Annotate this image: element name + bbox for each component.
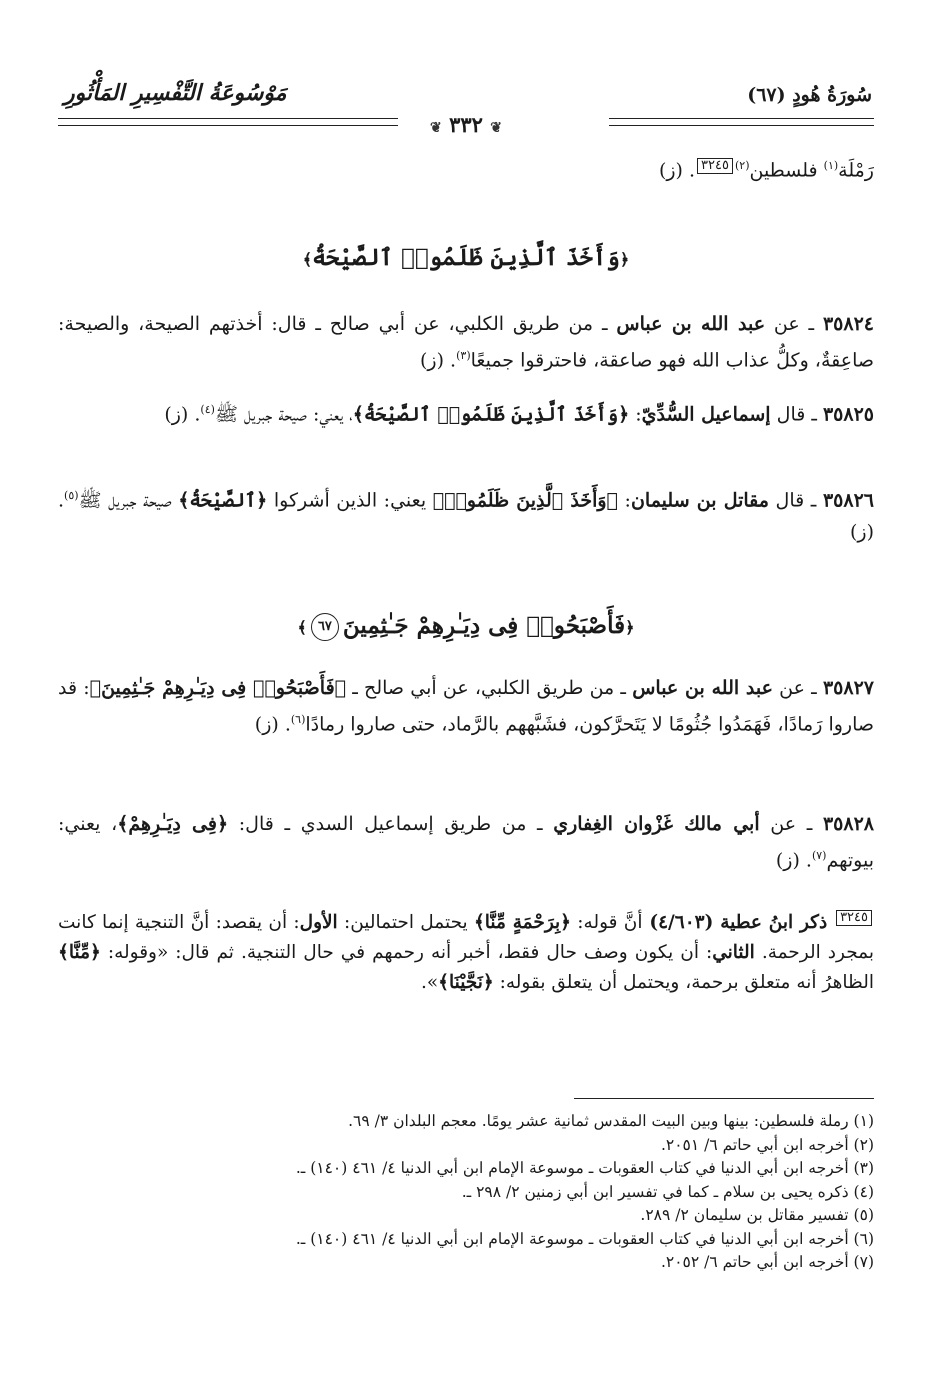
quran-quote: ﴿فَأَصْبَحُوا۟ فِى دِيَـٰرِهِمْ جَـٰثِمِينَ﴾ xyxy=(89,677,347,699)
book-title: مَوْسُوعَةُ التَّفْسِيرِ المَأْثُورِ xyxy=(64,80,287,106)
narration-entry: ٣٥٨٢٦ ـ قال مقاتل بن سليمان: ﴿وَأَخَذَ ٱلَّذِينَ ظَلَمُوا۟﴾ يعني: الذين أشركوا ﴿ٱلصَّيْحَةُ﴾ صيحة جبريل ﷺ$^{(٥)}$. (ز) xyxy=(58,489,874,544)
entry-number: ٣٥٨٢٤ xyxy=(822,313,874,335)
footnote: (٦) أخرجه ابن أبي الدنيا في كتاب العقوبات ـ موسوعة الإمام ابن أبي الدنيا ٤/ ٤٦١ (١٤٠) ـ. xyxy=(295,1229,874,1248)
ayah-number-badge: ٦٧ xyxy=(311,613,339,641)
quran-quote: ﴿ٱلصَّيْحَةُ﴾ xyxy=(178,489,268,512)
commentary-ref-box[interactable]: ٣٢٤٥ xyxy=(697,158,733,174)
footnote-ref[interactable]: (٦) xyxy=(290,713,306,726)
footnote: (٧) أخرجه ابن أبي حاتم ٦/ ٢٠٥٢. xyxy=(660,1253,874,1271)
quran-quote: ﴿وَأَخَذَ ٱلَّذِينَ ظَلَمُوا۟﴾ xyxy=(432,489,618,512)
narration-entry: ٣٥٨٢٧ ـ عن عبد الله بن عباس ـ من طريق الكلبي، عن أبي صالح ـ ﴿فَأَصْبَحُوا۟ فِى دِيَـٰرِهِمْ جَـٰثِمِينَ﴾: قد صاروا رَمادًا، فَهَمَدُوا جُثُومًا لا يَتَحرَّكون، فشَبَّههم بالرَّماد، حتى صاروا رمادًا$^{(٦)}$. (ز) xyxy=(58,677,874,736)
ornament-icon: ❦ xyxy=(430,120,442,136)
entry-number: ٣٥٨٢٥ xyxy=(822,403,874,426)
narrator-name: مقاتل بن سليمان xyxy=(630,489,769,512)
commentary-note: ٣٢٤٥ ذكر ابنُ عطية (٤/٦٠٣) أنَّ قوله: ﴿بِرَحْمَةٍ مِّنَّا﴾ يحتمل احتمالين: الأول: أن يقصد: أنَّ التنجية إنما كانت بمجرد الرحمة. الثاني: أن يكون وصف حال فقط، أخبر أنه رحمهم في حال التنجية. ثم قال: «وقوله: ﴿مِّنَّا﴾ الظاهرُ أنه متعلق برحمة، ويحتمل أن يتعلق بقوله: ﴿نَجَّيْنَا﴾». xyxy=(58,909,874,993)
footnotes xyxy=(58,1110,874,1275)
continuation-line: رَمْلَة$^{(١)}$ فلسطين$^{(٢)}$٣٢٤٥. (ز) xyxy=(658,158,874,182)
entry-number: ٣٥٨٢٦ xyxy=(822,489,874,512)
page-header xyxy=(58,78,874,137)
entry-number: ٣٥٨٢٧ xyxy=(822,677,874,699)
quran-quote: ﴿نَجَّيْنَا﴾ xyxy=(438,972,494,993)
option-first-label: الأول xyxy=(299,912,338,933)
verse-heading: ﴿وَأَخَذَ ٱلَّذِينَ ظَلَمُوا۟ ٱلصَّيْحَةُ﴾ xyxy=(302,244,630,271)
narrator-name: إسماعيل السُّدِّيّ xyxy=(641,403,771,426)
page xyxy=(58,0,874,1389)
footnote: (٥) تفسير مقاتل بن سليمان ٢/ ٢٨٩. xyxy=(640,1206,874,1224)
footnote: (١) رملة فلسطين: بينها وبين البيت المقدس ثمانية عشر يومًا. معجم البلدان ٣/ ٦٩. xyxy=(348,1112,874,1130)
footnote: (٢) أخرجه ابن أبي حاتم ٦/ ٢٠٥١. xyxy=(660,1135,874,1154)
quran-quote: ﴿بِرَحْمَةٍ مِّنَّا﴾ xyxy=(473,912,572,933)
footnote: (٣) أخرجه ابن أبي الدنيا في كتاب العقوبات ـ موسوعة الإمام ابن أبي الدنيا ٤/ ٤٦١ (١٤٠) ـ. xyxy=(295,1159,874,1177)
header-rule-left xyxy=(58,118,398,126)
narrator-name: عبد الله بن عباس xyxy=(632,677,773,699)
quran-quote: ﴿وَأَخَذَ ٱلَّذِينَ ظَلَمُوا۟ ٱلصَّيْحَةُ﴾ xyxy=(352,403,630,426)
option-second-label: الثاني xyxy=(712,942,755,963)
narrator-name: أبي مالك غَزْوان الغِفاري xyxy=(553,813,760,835)
header-rule xyxy=(58,112,874,137)
footnote-ref[interactable]: (٤) xyxy=(200,403,215,416)
footnote-ref[interactable]: (١) xyxy=(823,159,839,172)
entry-number: ٣٥٨٢٨ xyxy=(822,813,874,835)
quran-quote: ﴿فِى دِيَـٰرِهِمْ﴾ xyxy=(117,813,229,835)
verse-heading: ﴿فَأَصْبَحُوا۟ فِى دِيَـٰرِهِمْ جَـٰثِمِينَ٦٧﴾ xyxy=(297,612,635,639)
narrator-name: عبد الله بن عباس xyxy=(616,313,766,335)
footnote-ref[interactable]: (٢) xyxy=(734,159,750,172)
footnote-ref[interactable]: (٣) xyxy=(456,349,471,362)
narration-entry: ٣٥٨٢٤ ـ عن عبد الله بن عباس ـ من طريق الكلبي، عن أبي صالح ـ قال: أخذتهم الصيحة، والصيحة: صاعِقةٌ، وكلُّ عذاب الله فهو صاعقة، فاحترقوا جميعًا$^{(٣)}$. (ز) xyxy=(58,313,874,372)
page-number: ❦ ٣٣٢ ❦ xyxy=(420,112,512,137)
footnote-ref[interactable]: (٥) xyxy=(64,489,79,502)
commentary-ref-box[interactable]: ٣٢٤٥ xyxy=(836,910,872,926)
surah-title: سُورَةُ هُودٍ (٦٧) xyxy=(747,84,872,106)
footnote-divider xyxy=(574,1098,874,1099)
quran-quote: ﴿مِّنَّا﴾ xyxy=(58,942,101,963)
narration-entry: ٣٥٨٢٥ ـ قال إسماعيل السُّدِّيّ: ﴿وَأَخَذَ ٱلَّذِينَ ظَلَمُوا۟ ٱلصَّيْحَةُ﴾، يعني: صيحة جبريل ﷺ$^{(٤)}$. (ز) xyxy=(164,403,874,426)
footnote: (٤) ذكره يحيى بن سلام ـ كما في تفسير ابن أبي زمنين ٢/ ٢٩٨ ـ. xyxy=(461,1182,874,1201)
header-rule-right xyxy=(609,118,874,126)
note-lead: ذكر ابنُ عطية (٤/٦٠٣) xyxy=(642,912,835,933)
footnote-ref[interactable]: (٧) xyxy=(811,849,827,862)
narration-entry: ٣٥٨٢٨ ـ عن أبي مالك غَزْوان الغِفاري ـ من طريق إسماعيل السدي ـ قال: ﴿فِى دِيَـٰرِهِمْ﴾، يعني: بيوتهم$^{(٧)}$. (ز) xyxy=(58,813,874,872)
ornament-icon: ❦ xyxy=(490,120,502,136)
